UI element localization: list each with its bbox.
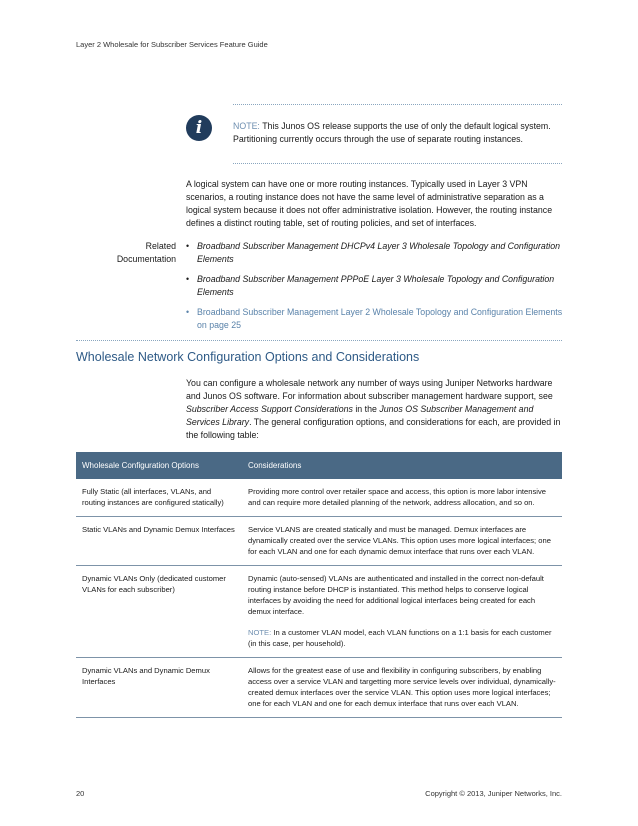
table-row [76, 566, 562, 658]
consideration-cell: Service VLANS are created statically and must be managed. Demux interfaces are dynamically created over the service VLANs. This option uses more logical interfaces; one for each VLAN and one for each dynamic demux interface that runs over each VLAN. [242, 517, 562, 566]
related-documentation-list [186, 240, 566, 339]
section-divider [76, 340, 562, 341]
page-number: 20 [76, 789, 85, 798]
table-row [76, 479, 562, 517]
consideration-cell [242, 566, 562, 658]
copyright-notice: Copyright © 2013, Juniper Networks, Inc. [425, 789, 562, 798]
note-label: NOTE: [233, 121, 260, 131]
section-paragraph [186, 377, 566, 442]
configuration-options-table [76, 452, 562, 718]
note-bottom-rule [233, 163, 562, 164]
related-item-layer2-link[interactable]: • Broadband Subscriber Management Layer 2 Wholesale Topology and Configuration Elements on page 25 [186, 306, 566, 332]
related-label-line2: Documentation [116, 254, 176, 264]
table-note-text: In a customer VLAN model, each VLAN functions on a 1:1 basis for each customer (in this case, per household). [248, 628, 552, 648]
option-cell: Fully Static (all interfaces, VLANs, and routing instances are configured statically) [76, 479, 242, 517]
section-para-italic2[interactable]: Junos OS Subscriber Management and Services Library [186, 404, 534, 427]
related-documentation-label [76, 240, 176, 266]
related-item-pppoe[interactable]: • Broadband Subscriber Management PPPoE Layer 3 Wholesale Topology and Configuration Elements [186, 273, 566, 299]
related-label-line1: Related [145, 241, 176, 251]
consideration-cell: Providing more control over retailer space and access, this option is more labor intensive and can require more detailed planning of the network, address allocation, and so on. [242, 479, 562, 517]
option-cell: Dynamic VLANs and Dynamic Demux Interfaces [76, 658, 242, 718]
section-para-part1: You can configure a wholesale network any number of ways using Juniper Networks hardware and Junos OS software. For information about subscriber management hardware support, see [186, 378, 553, 401]
section-para-italic1[interactable]: Subscriber Access Support Considerations [186, 404, 353, 414]
section-para-part2: in the [352, 404, 380, 414]
table-header-row [76, 452, 562, 479]
table-note [248, 627, 556, 649]
note-text [233, 120, 558, 146]
column-header-considerations: Considerations [242, 452, 562, 479]
intro-paragraph: A logical system can have one or more routing instances. Typically used in Layer 3 VPN scenarios, a routing instance does not have the same level of administrative separation as a logical system because it does not offer administrative isolation. However, the routing instance defines a distinct routing table, set of routing policies, and set of interfaces. [186, 179, 553, 228]
note-top-rule [233, 104, 562, 105]
consideration-text: Dynamic (auto-sensed) VLANs are authenticated and installed in the correct non-default routing instance before DHCP is instantiated. This method helps to conserve logical interfaces by avoiding the need for additional logical interfaces being created for each demux interface. [248, 574, 544, 616]
table-note-label: NOTE: [248, 628, 272, 637]
info-icon: i [186, 115, 212, 141]
consideration-cell: Allows for the greatest ease of use and flexibility in configuring subscribers, by enabling access over a service VLAN and targetting more service levels over individual, dynamically-created demux interfaces over the service VLAN. This option uses more logical interfaces; one for each VLAN and one for each demux interface that runs over each VLAN. [242, 658, 562, 718]
note-body: This Junos OS release supports the use of only the default logical system. Partitioning currently occurs through the use of separate routing instances. [233, 121, 551, 144]
column-header-options: Wholesale Configuration Options [76, 452, 242, 479]
option-cell: Dynamic VLANs Only (dedicated customer VLANs for each subscriber) [76, 566, 242, 658]
section-title: Wholesale Network Configuration Options and Considerations [76, 350, 420, 364]
related-item-dhcpv4[interactable]: • Broadband Subscriber Management DHCPv4 Layer 3 Wholesale Topology and Configuration Elements [186, 240, 566, 266]
table-row [76, 517, 562, 566]
table-row [76, 658, 562, 718]
option-cell: Static VLANs and Dynamic Demux Interfaces [76, 517, 242, 566]
running-head: Layer 2 Wholesale for Subscriber Services Feature Guide [76, 40, 268, 49]
section-para-part3: . The general configuration options, and considerations for each, are provided in the following table: [186, 417, 561, 440]
